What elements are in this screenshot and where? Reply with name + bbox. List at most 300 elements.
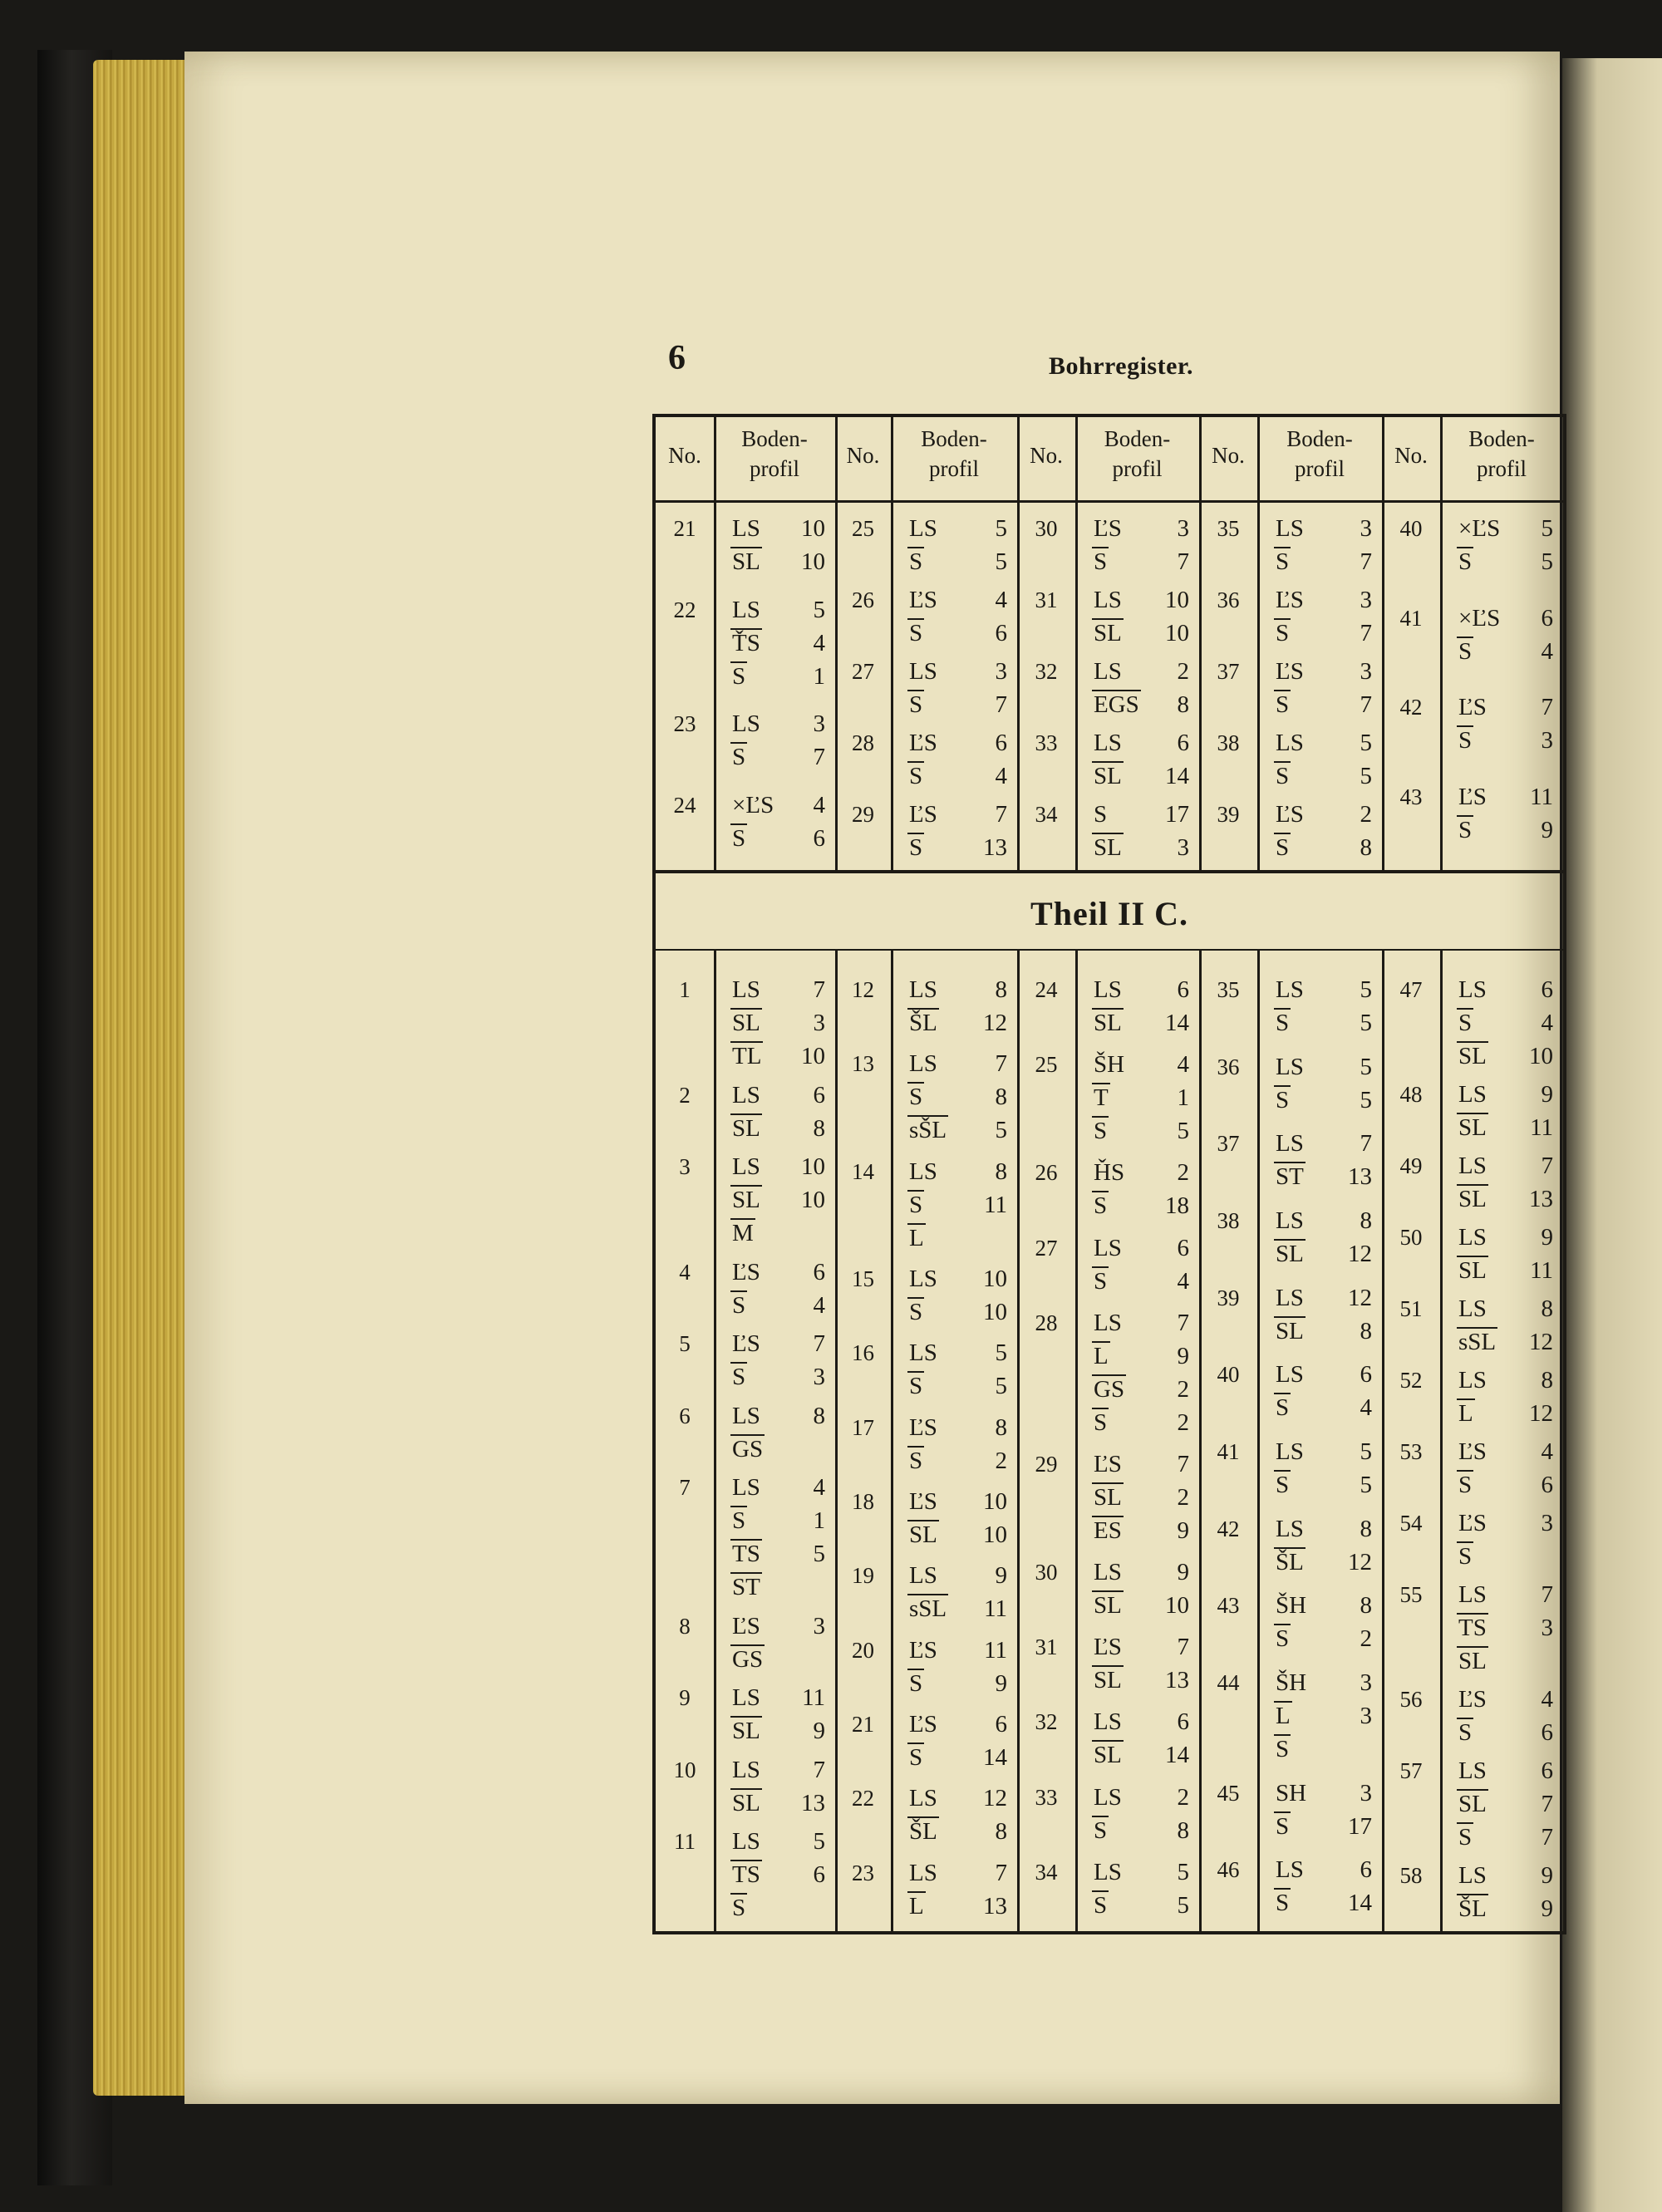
layer-depth: 5 <box>1541 515 1553 542</box>
part-a-boring-number: 37 <box>1217 659 1240 684</box>
layer-depth: 7 <box>1541 1153 1553 1179</box>
soil-symbol: S <box>732 823 745 854</box>
layer-depth: 3 <box>813 1010 825 1036</box>
layer-depth: 7 <box>995 801 1007 828</box>
layer-depth: 10 <box>983 1488 1007 1515</box>
part-b-layer <box>732 1400 825 1432</box>
part-b-boring-number: 11 <box>674 1829 696 1855</box>
part-b-layer <box>909 1519 1007 1551</box>
soil-symbol: ŠH <box>1094 1051 1125 1079</box>
part-b-boring-number: 39 <box>1217 1285 1240 1310</box>
layer-depth: 9 <box>1541 816 1553 843</box>
part-a-boring-number: 29 <box>852 802 874 827</box>
soil-symbol: TS <box>732 1538 760 1570</box>
part-b-layer <box>909 1668 1007 1699</box>
layer-depth: 14 <box>1165 763 1189 789</box>
soil-symbol: SL <box>1094 1007 1122 1039</box>
layer-depth: 11 <box>1530 1114 1553 1141</box>
layer-depth: 1 <box>813 662 825 690</box>
bohrregister-table <box>652 414 1566 1934</box>
layer-depth: 9 <box>1177 1516 1189 1544</box>
soil-symbol: ĽS <box>1458 783 1487 810</box>
soil-symbol: S <box>1458 1821 1472 1853</box>
soil-symbol: LS <box>1276 730 1304 756</box>
soil-symbol: LS <box>909 1859 937 1886</box>
facing-page-edge <box>1562 58 1662 2212</box>
layer-depth: 4 <box>995 763 1007 789</box>
soil-symbol: SL <box>1276 1238 1304 1270</box>
part-b-layer <box>1276 1007 1372 1039</box>
soil-symbol: TS <box>1458 1612 1487 1644</box>
part-b-layer <box>1276 1051 1372 1083</box>
soil-symbol: LS <box>1094 1559 1122 1586</box>
part-b-layer <box>909 1445 1007 1477</box>
soil-symbol: LS <box>1094 1783 1122 1811</box>
header-bodenprofil-line: Boden- <box>921 426 987 451</box>
layer-depth: 12 <box>983 1010 1007 1036</box>
part-a-layer <box>909 832 1007 863</box>
part-b-layer <box>1458 1222 1553 1253</box>
header-bodenprofil <box>891 424 1017 484</box>
soil-symbol: S <box>1458 814 1472 846</box>
part-b-layer <box>1276 1315 1372 1347</box>
header-bodenprofil-line: profil <box>1112 456 1163 481</box>
part-a-boring-number: 41 <box>1399 605 1423 631</box>
part-a-layer <box>1276 617 1372 649</box>
soil-symbol: SL <box>1458 1788 1487 1820</box>
header-bodenprofil-line: profil <box>929 456 979 481</box>
soil-symbol: SL <box>1094 1739 1122 1771</box>
part-b-layer <box>732 1113 825 1144</box>
part-a-layer <box>732 594 825 626</box>
layer-depth: 3 <box>813 1612 825 1639</box>
soil-symbol: SL <box>732 1113 760 1144</box>
layer-depth: 10 <box>801 1153 825 1181</box>
soil-symbol: S <box>909 832 922 863</box>
header-rule <box>656 500 1563 503</box>
layer-depth: 8 <box>995 1413 1007 1441</box>
part-b-boring-number: 42 <box>1217 1516 1240 1541</box>
layer-depth: 3 <box>1541 727 1553 754</box>
soil-symbol: ĽS <box>1458 1686 1487 1713</box>
part-b-layer <box>732 1892 825 1924</box>
part-a-layer <box>1094 799 1189 830</box>
part-a-layer <box>1094 584 1189 616</box>
layer-depth: 4 <box>813 1291 825 1319</box>
part-b-layer <box>1094 974 1189 1005</box>
layer-depth: 8 <box>1360 1207 1372 1234</box>
soil-symbol: LS <box>909 1785 937 1812</box>
part-b-layer <box>732 1151 825 1182</box>
layer-depth: 10 <box>801 1187 825 1214</box>
part-b-layer <box>1094 1815 1189 1846</box>
soil-symbol: SL <box>1094 760 1122 792</box>
part-a-layer <box>732 789 825 821</box>
column-rule <box>714 417 716 870</box>
part-b-boring-number: 24 <box>1035 977 1058 1002</box>
part-b-boring-number: 55 <box>1399 1582 1423 1607</box>
layer-depth: 7 <box>1541 1581 1553 1608</box>
soil-symbol: S <box>1276 1887 1289 1919</box>
layer-depth: 5 <box>1360 1053 1372 1080</box>
soil-symbol: L <box>1458 1398 1473 1429</box>
part-b-layer <box>1458 1326 1553 1358</box>
soil-symbol: ŠL <box>909 1816 937 1847</box>
soil-symbol: S <box>909 1296 922 1328</box>
layer-depth: 10 <box>983 1521 1007 1548</box>
layer-depth: 18 <box>1165 1192 1189 1220</box>
part-b-boring-number: 2 <box>679 1082 691 1108</box>
soil-symbol: ĽS <box>909 1636 937 1664</box>
part-a-layer <box>1458 513 1553 544</box>
part-a-layer <box>1458 781 1553 813</box>
soil-symbol: TL <box>732 1040 761 1072</box>
layer-depth: 10 <box>983 1299 1007 1325</box>
layer-depth: 4 <box>813 1474 825 1502</box>
part-b-layer <box>1094 1556 1189 1588</box>
part-a-boring-number: 31 <box>1035 587 1058 612</box>
part-a-layer <box>732 661 825 692</box>
layer-depth: 8 <box>1360 834 1372 861</box>
layer-depth: 5 <box>1177 1858 1189 1885</box>
soil-symbol: LS <box>732 1402 760 1429</box>
soil-symbol: LS <box>1276 1361 1304 1389</box>
layer-depth: 9 <box>1541 1862 1553 1889</box>
soil-symbol: SL <box>1094 1664 1122 1696</box>
part-b-boring-number: 52 <box>1399 1368 1423 1393</box>
soil-symbol: S <box>1276 1007 1289 1039</box>
part-a-layer <box>909 656 1007 687</box>
part-b-layer <box>1276 1513 1372 1545</box>
part-b-boring-number: 21 <box>852 1712 874 1737</box>
part-b-boring-number: 3 <box>679 1154 691 1180</box>
soil-symbol: S <box>909 546 922 578</box>
layer-depth: 2 <box>1360 1625 1372 1653</box>
layer-depth: 6 <box>1177 730 1189 756</box>
part-b-boring-number: 38 <box>1217 1208 1240 1233</box>
part-b-boring-number: 35 <box>1217 977 1240 1002</box>
soil-symbol: ĽS <box>1094 1450 1122 1477</box>
part-b-layer <box>909 1296 1007 1328</box>
soil-symbol: S <box>1094 1115 1107 1147</box>
layer-depth: 10 <box>801 1043 825 1069</box>
soil-symbol: LS <box>909 1158 937 1185</box>
layer-depth: 5 <box>1360 1086 1372 1113</box>
part-b-layer <box>909 1412 1007 1443</box>
layer-depth: 6 <box>1177 1234 1189 1261</box>
layer-depth: 4 <box>1177 1051 1189 1079</box>
part-a-layer <box>1276 832 1372 863</box>
part-b-layer <box>1458 1541 1553 1572</box>
layer-depth: 7 <box>995 691 1007 718</box>
part-b-boring-number: 10 <box>673 1757 696 1782</box>
layer-depth: 2 <box>1177 658 1189 685</box>
part-b-boring-number: 17 <box>852 1414 874 1440</box>
soil-symbol: S <box>1276 1623 1289 1654</box>
part-b-boring-number: 14 <box>852 1158 874 1184</box>
part-b-layer <box>732 1361 825 1393</box>
layer-depth: 5 <box>1360 1010 1372 1036</box>
soil-symbol: M <box>732 1217 754 1249</box>
soil-symbol: S <box>732 661 745 692</box>
header-no: No. <box>846 443 880 468</box>
soil-symbol: LS <box>1458 1757 1487 1784</box>
column-rule <box>1257 417 1260 870</box>
soil-symbol: ĽS <box>1276 587 1304 613</box>
part-b-boring-number: 27 <box>1035 1235 1058 1261</box>
soil-symbol: LS <box>1094 976 1122 1003</box>
layer-depth: 8 <box>1541 1295 1553 1322</box>
part-b-layer <box>1458 1293 1553 1325</box>
layer-depth: 6 <box>813 1081 825 1108</box>
part-a-boring-number: 42 <box>1399 695 1423 720</box>
layer-depth: 3 <box>1541 1510 1553 1536</box>
part-a-layer <box>1094 760 1189 792</box>
soil-symbol: S <box>732 1505 745 1536</box>
header-bodenprofil <box>1257 424 1382 484</box>
layer-depth: 13 <box>1529 1186 1553 1212</box>
soil-symbol: S <box>1458 1541 1472 1572</box>
part-b-layer <box>732 1644 825 1675</box>
soil-symbol: LS <box>1458 1153 1487 1179</box>
part-a-layer <box>732 627 825 659</box>
part-b-layer <box>1276 1546 1372 1578</box>
soil-symbol: LS <box>909 1339 937 1367</box>
part-b-layer <box>732 1256 825 1288</box>
soil-symbol: ĽS <box>1458 1438 1487 1465</box>
layer-depth: 11 <box>984 1595 1007 1623</box>
layer-depth: 2 <box>1177 1483 1189 1511</box>
part-b-layer <box>909 1370 1007 1402</box>
part-b-layer <box>1276 1590 1372 1621</box>
part-b-boring-number: 25 <box>1035 1052 1058 1078</box>
layer-depth: 17 <box>1165 801 1189 828</box>
part-a-layer <box>909 617 1007 649</box>
soil-symbol: ĽS <box>732 1258 760 1285</box>
layer-depth: 4 <box>1541 1010 1553 1036</box>
header-no: No. <box>1212 443 1245 468</box>
layer-depth: 14 <box>1165 1010 1189 1036</box>
part-b-layer <box>1094 1374 1189 1405</box>
part-b-layer <box>732 1217 825 1249</box>
header-bodenprofil-line: profil <box>750 456 799 481</box>
part-b-layer <box>909 1222 1007 1254</box>
soil-symbol: LS <box>1458 1295 1487 1322</box>
layer-depth: 10 <box>1165 1592 1189 1620</box>
layer-depth: 4 <box>1177 1267 1189 1295</box>
layer-depth: 3 <box>1360 1703 1372 1729</box>
soil-symbol: SL <box>1094 1482 1122 1513</box>
book-page <box>184 52 1560 2104</box>
part-b-layer <box>732 1682 825 1713</box>
layer-depth: 8 <box>1541 1367 1553 1394</box>
column-rule <box>891 417 893 870</box>
layer-depth: 7 <box>813 744 825 770</box>
soil-symbol: LS <box>1094 730 1122 756</box>
part-b-layer <box>1458 1717 1553 1748</box>
soil-symbol: ĽS <box>1458 694 1487 720</box>
part-a-layer <box>1458 636 1553 667</box>
part-b-layer <box>1276 1161 1372 1192</box>
layer-depth: 6 <box>1541 1719 1553 1746</box>
part-b-layer <box>1458 1364 1553 1396</box>
part-a-layer <box>1458 691 1553 723</box>
soil-symbol: LS <box>1276 515 1304 542</box>
part-b-boring-number: 54 <box>1399 1511 1423 1536</box>
part-b-layer <box>1276 1811 1372 1842</box>
soil-symbol: GS <box>732 1644 763 1675</box>
soil-symbol: S <box>909 1668 922 1699</box>
part-b-boring-number: 36 <box>1217 1054 1240 1079</box>
part-b-layer <box>1276 1700 1372 1732</box>
soil-symbol: ST <box>732 1571 760 1603</box>
soil-symbol: ȞS <box>1094 1159 1125 1187</box>
part-b-layer <box>732 1538 825 1570</box>
part-b-boring-number: 58 <box>1399 1863 1423 1888</box>
part-a-layer <box>1458 725 1553 756</box>
part-b-layer <box>1094 1049 1189 1080</box>
part-a-boring-number: 39 <box>1217 802 1240 827</box>
layer-depth: 3 <box>813 710 825 737</box>
layer-depth: 13 <box>1348 1163 1372 1191</box>
soil-symbol: SL <box>732 1787 760 1819</box>
part-b-boring-number: 30 <box>1035 1560 1058 1585</box>
part-b-layer <box>1276 1359 1372 1390</box>
layer-depth: 2 <box>1177 1408 1189 1436</box>
layer-depth: 13 <box>1165 1667 1189 1694</box>
soil-symbol: S <box>732 1892 745 1924</box>
layer-depth: 5 <box>813 1828 825 1856</box>
part-a-layer <box>1094 617 1189 649</box>
layer-depth: 4 <box>813 791 825 818</box>
part-b-layer <box>1458 1183 1553 1215</box>
part-b-layer <box>732 1040 825 1072</box>
soil-symbol: S <box>1458 725 1472 756</box>
soil-symbol: SL <box>1276 1315 1304 1347</box>
part-a-boring-number: 43 <box>1399 784 1423 809</box>
part-b-layer <box>909 1593 1007 1625</box>
layer-depth: 8 <box>1360 1515 1372 1542</box>
layer-depth: 6 <box>813 1258 825 1285</box>
part-b-layer <box>1458 1007 1553 1039</box>
layer-depth: 4 <box>1360 1394 1372 1422</box>
part-b-boring-number: 7 <box>679 1475 691 1501</box>
soil-symbol: LS <box>1276 1207 1304 1234</box>
part-b-layer <box>909 1048 1007 1079</box>
layer-depth: 7 <box>1360 691 1372 718</box>
layer-depth: 8 <box>995 976 1007 1003</box>
part-a-layer <box>1094 689 1189 720</box>
part-b-layer <box>1094 1190 1189 1222</box>
soil-symbol: LS <box>732 1828 760 1856</box>
soil-symbol: S <box>909 617 922 649</box>
part-b-layer <box>1094 1890 1189 1921</box>
layer-depth: 5 <box>1360 1472 1372 1498</box>
part-b-layer <box>732 974 825 1005</box>
layer-depth: 6 <box>995 620 1007 646</box>
soil-symbol: SL <box>1458 1112 1487 1143</box>
soil-symbol: LS <box>1276 976 1304 1003</box>
soil-symbol: GS <box>1094 1374 1124 1405</box>
part-b-layer <box>1458 1079 1553 1110</box>
layer-depth: 9 <box>995 1562 1007 1590</box>
layer-depth: 10 <box>1165 587 1189 613</box>
soil-symbol: LS <box>909 658 937 685</box>
part-b-boring-number: 40 <box>1217 1362 1240 1388</box>
layer-depth: 9 <box>1177 1559 1189 1586</box>
column-rule <box>1440 949 1443 1931</box>
soil-symbol: ŠH <box>1276 1669 1307 1696</box>
layer-depth: 4 <box>1541 1438 1553 1465</box>
part-b-boring-number: 16 <box>852 1340 874 1366</box>
part-b-layer <box>909 1156 1007 1187</box>
part-b-layer <box>1458 1612 1553 1644</box>
soil-symbol: S <box>1094 1266 1107 1297</box>
part-a-layer <box>732 708 825 740</box>
part-b-boring-number: 47 <box>1399 977 1423 1002</box>
part-b-boring-number: 48 <box>1399 1082 1423 1107</box>
part-b-layer <box>732 1610 825 1642</box>
layer-depth: 3 <box>813 1364 825 1391</box>
part-b-layer <box>909 1708 1007 1740</box>
part-b-layer <box>732 1290 825 1321</box>
part-b-layer <box>732 1571 825 1603</box>
soil-symbol: LS <box>909 515 937 542</box>
part-b-boring-number: 56 <box>1399 1687 1423 1712</box>
soil-symbol: LS <box>909 1050 937 1078</box>
soil-symbol: LS <box>732 1153 760 1181</box>
soil-symbol: ×ĽS <box>1458 515 1501 542</box>
part-b-layer <box>732 1184 825 1216</box>
part-a-layer <box>1094 832 1189 863</box>
layer-depth: 11 <box>1530 783 1553 810</box>
part-b-layer <box>909 1782 1007 1814</box>
part-b-layer <box>909 1007 1007 1039</box>
soil-symbol: ŠH <box>1276 1592 1307 1620</box>
layer-depth: 11 <box>984 1191 1007 1218</box>
soil-symbol: S <box>1094 1890 1107 1921</box>
part-b-layer <box>1094 1007 1189 1039</box>
part-b-layer <box>1458 1821 1553 1853</box>
layer-depth: 7 <box>1177 1450 1189 1477</box>
part-a-layer <box>732 546 825 578</box>
soil-symbol: LS <box>732 710 760 737</box>
column-rule <box>714 949 716 1931</box>
part-b-layer <box>909 1081 1007 1113</box>
header-bodenprofil-line: Boden- <box>1104 426 1171 451</box>
soil-symbol: LS <box>1276 1515 1304 1542</box>
part-a-boring-number: 34 <box>1035 802 1058 827</box>
soil-symbol: LS <box>1276 1130 1304 1158</box>
part-b-layer <box>1458 1040 1553 1072</box>
column-rule <box>1440 417 1443 870</box>
layer-depth: 2 <box>995 1447 1007 1474</box>
soil-symbol: LS <box>732 1081 760 1108</box>
part-a-boring-number: 25 <box>852 516 874 541</box>
layer-depth: 6 <box>1360 1856 1372 1884</box>
part-a-layer <box>1458 814 1553 846</box>
part-b-layer <box>1094 1266 1189 1297</box>
running-head: Bohrregister. <box>1049 352 1193 380</box>
layer-depth: 4 <box>1541 1686 1553 1713</box>
soil-symbol: sSL <box>909 1593 947 1625</box>
layer-depth: 7 <box>813 976 825 1003</box>
soil-symbol: S <box>909 760 922 792</box>
section-title: Theil II C. <box>1030 895 1188 932</box>
layer-depth: 6 <box>813 1861 825 1889</box>
layer-depth: 3 <box>1177 515 1189 542</box>
layer-depth: 7 <box>1541 1791 1553 1817</box>
